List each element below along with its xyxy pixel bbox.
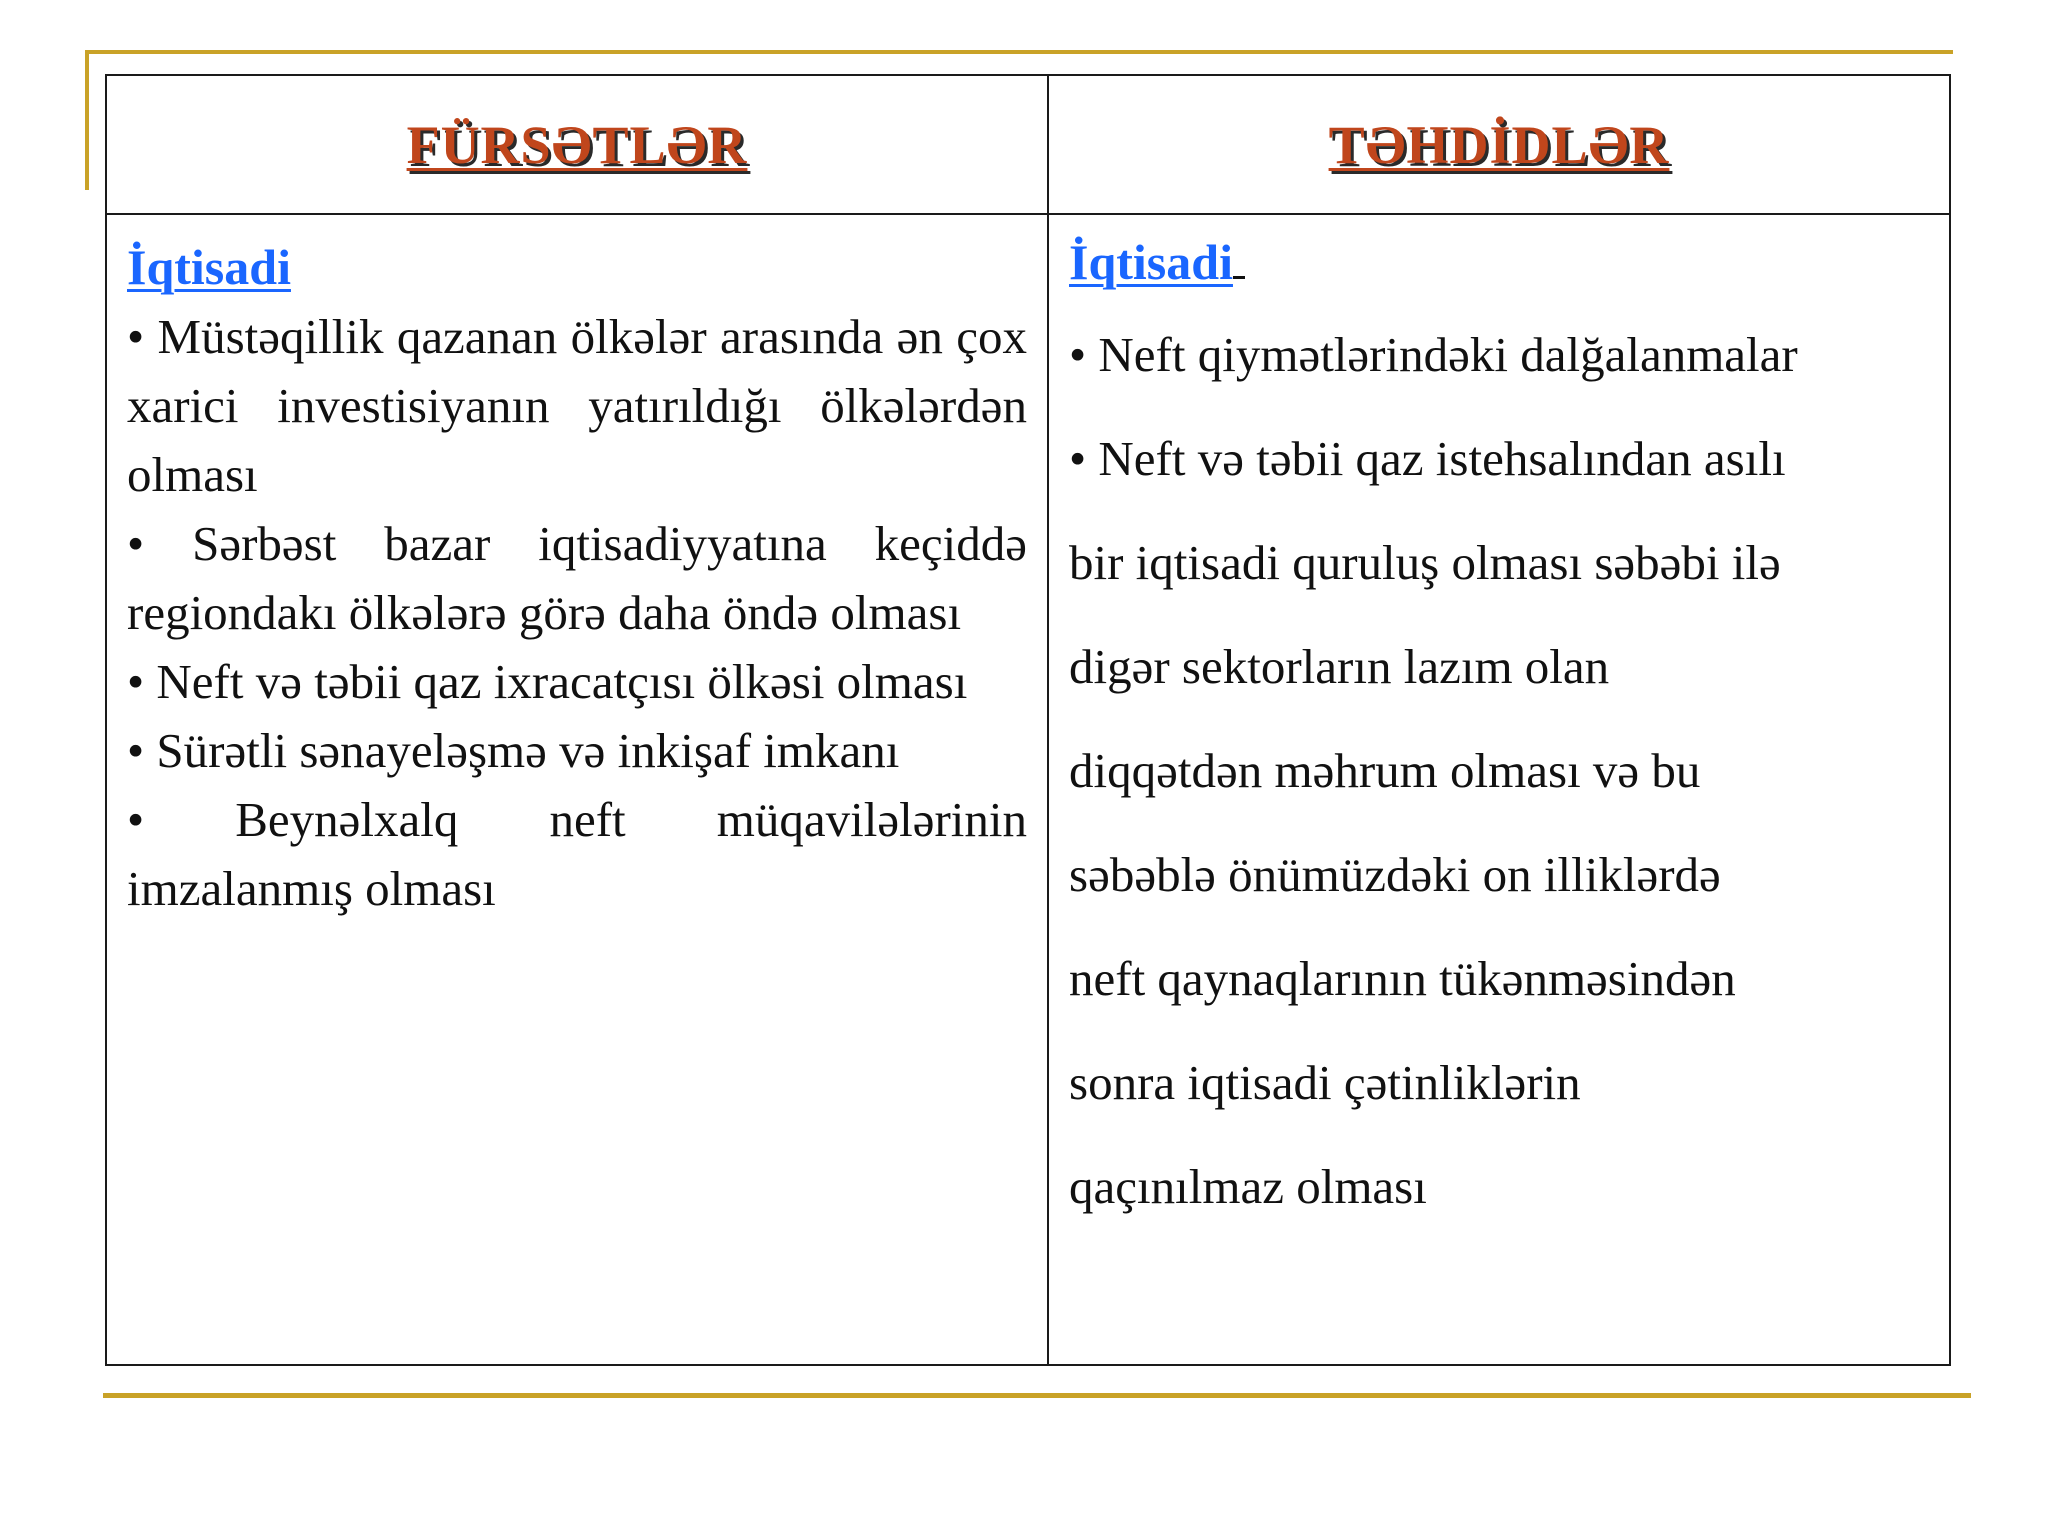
opportunity-item: • Sərbəst bazar iqtisadiyyatına keçiddə regiondakı ölkələrə görə daha öndə olması [127, 516, 1027, 640]
threat-line: qaçınılmaz olması [1069, 1159, 1427, 1214]
threat-line: səbəblə önümüzdəki on illiklərdə [1069, 847, 1721, 902]
opportunities-list [127, 233, 1027, 923]
swot-table [105, 74, 1951, 1366]
gold-top-rule [85, 50, 1953, 54]
threat-line: • Neft qiymətlərindəki dalğalanmalar [1069, 327, 1798, 382]
threat-line: • Neft və təbii qaz istehsalından asılı [1069, 431, 1786, 486]
gold-bottom-rule [103, 1393, 1971, 1398]
threats-category-link[interactable]: İqtisadi [1069, 234, 1233, 290]
opportunity-item: • Neft və təbii qaz ixracatçısı ölkəsi olması [127, 654, 968, 709]
threat-line: sonra iqtisadi çətinliklərin [1069, 1055, 1581, 1110]
threats-header: TƏHDİDLƏR [1328, 114, 1670, 175]
opportunities-category-link[interactable]: İqtisadi [127, 239, 291, 295]
opportunity-item: • Müstəqillik qazanan ölkələr arasında ən çox xarici investisiyanın yatırıldığı ölkələrdən olması [127, 309, 1027, 502]
threats-cell [1048, 214, 1950, 1365]
threat-line: digər sektorların lazım olan [1069, 639, 1610, 694]
threat-line: neft qaynaqlarının tükənməsindən [1069, 951, 1736, 1006]
opportunity-item: • Beynəlxalq neft müqavilələrinin imzalanmış olması [127, 792, 1027, 916]
threats-list [1069, 303, 1929, 1239]
opportunities-header: FÜRSƏTLƏR [406, 114, 748, 175]
gold-left-rule [85, 50, 89, 190]
opportunity-item: • Sürətli sənayeləşmə və inkişaf imkanı [127, 723, 900, 778]
opportunities-header-cell [106, 75, 1048, 214]
threats-header-cell [1048, 75, 1950, 214]
threat-line: bir iqtisadi quruluş olması səbəbi ilə [1069, 535, 1781, 590]
header-row [106, 75, 1950, 214]
content-row [106, 214, 1950, 1365]
threats-category-line [1069, 233, 1929, 291]
threat-line: diqqətdən məhrum olması və bu [1069, 743, 1701, 798]
underline-tail [1233, 276, 1245, 279]
opportunities-cell [106, 214, 1048, 1365]
